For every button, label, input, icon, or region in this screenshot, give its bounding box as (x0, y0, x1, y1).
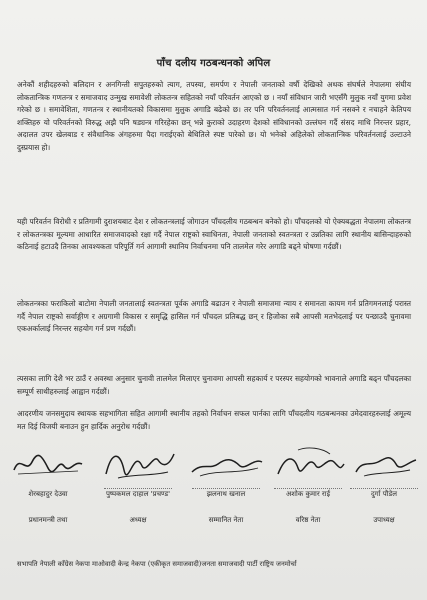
signature-block (0, 444, 427, 549)
signatory-5 (344, 444, 424, 524)
signatory-1 (8, 444, 88, 524)
signatory-name: झलनाथ खनाल (206, 490, 246, 498)
signature-line (350, 488, 418, 489)
signatory-role: सम्मानित नेता (208, 516, 244, 524)
handwritten-signature (268, 444, 348, 484)
paragraph-4: त्यसका लागि देशै भर ठाउँ र अवस्था अनुसार चुनावी तालमेल मिलाएर चुनावमा आपसी सहकार्य र परस्पर सहयोगको भावनाले अगाडि बढ्न पाँचदलका सम्पूर्ण साथीहरुलाई आह्वान गर्दछौं। (17, 374, 411, 396)
paragraph-1: अनेकौं शहीदहरुको बलिदान र अनगिन्ती सपुतहरुको त्याग, तपस्या, समर्पण र नेपाली जनताको वर्षौ देखिको अथक संघर्षले नेपालमा संघीय लोकतान्त्रिक गणतन्त्र र समाजवाद उन्मुख समावेशी लोकतन्त्र सहितको नयाँ परिवर्तन आएको छ । नयाँ संविधान जारी भएसँगै मुलुक नयाँ युगमा प्रवेश गरेको छ । समावेशिता, गणतन्त्र र स्थानीयतको विकासमा मुलुक अगाडि बढेको छ। तर पनि परिवर्तनलाई आत्मसात गर्न नसक्ने र नचाहने केतिपय शक्तिहरु यो परिवर्तनको विरुद्ध अझै पनि षड्यन्त्र गरिरहेका छन् भन्ने कुराको उदाहरण देशको संविधानको उल्लंघन गर्दै संसद माथि निरन्तर प्रहार, अदालत उपर खेलबाड र संवैधानिक अंगहरुमा पैदा गराईएको बेथितिले स्पष्ट पारेको छ। यो भनेको अहिलेको लोकतान्त्रिक परिवर्तनलाई उल्टाउने दुस्प्रयास हो। (17, 80, 411, 152)
paragraph-3: लोकतन्त्रका फराकिलो बाटोमा नेपाली जनतालाई स्वतन्त्रता पूर्वक अगाडि बढाउन र नेपाली समाजमा न्याय र समानता कायम गर्न प्रतिगमनलाई परास्त गर्दै नेपाल राष्ट्रको सर्वाङ्गीण र अग्रगामी विकास र समृद्धि हासिल गर्न पाँचदल प्रतिबद्ध छन् र हिजोका सबै आपसी मतभेदलाई पर पन्छाउदै चुनावमा एकअर्कालाई निरन्तर सहयोग गर्न प्रण गर्दछौं। (17, 299, 411, 333)
signatory-name: पुष्पकमल दाहाल 'प्रचण्ड' (105, 490, 171, 498)
handwritten-signature (98, 444, 178, 484)
signatory-2 (98, 444, 178, 524)
handwritten-signature (186, 444, 266, 484)
document-title: पाँच दलीय गठबन्धनको अपिल (156, 58, 271, 69)
signatory-role: उपाध्यक्ष (373, 516, 395, 524)
signatory-role: वरिष्ठ नेता (295, 516, 321, 524)
signature-line (192, 488, 260, 489)
signature-line (104, 488, 172, 489)
handwritten-signature (344, 444, 424, 484)
signatory-role: प्रधानमन्त्री तथा (28, 516, 68, 524)
signatory-4 (268, 444, 348, 524)
handwritten-signature (8, 444, 88, 484)
signatory-role: अध्यक्ष (129, 516, 147, 524)
signatory-name: दुर्गा पौडेल (371, 490, 397, 498)
signatory-3 (186, 444, 266, 524)
paragraph-5: आदरणीय जनसमुदाय स्थायक सहभागिता सहित आगामी स्थानीय तहको निर्वाचन सफल पार्नका लागि पाँचदलीय गठबन्धनका उमेदवारहरुलाई अमूल्य मत दिई विजयी बनाउन हुन हार्दिक अनुरोध गर्दछौं। (17, 409, 411, 431)
signatory-name: अशोक कुमार राई (285, 490, 331, 498)
signatory-name: शेरबहादुर देउवा (28, 490, 68, 498)
signature-line (274, 488, 342, 489)
party-affiliations-footer: सभापति नेपाली काँग्रेस नेकपा माओवादी केन्द्र नेकपा (एकीकृत समाजवादी)जनता समाजवादी पार्टी राष्ट्रिय जनमोर्चा (17, 560, 297, 568)
paragraph-2: यही परिवर्तन विरोधी र प्रतिगामी दुराशयबाट देश र लोकतन्त्रलाई जोगाउन पाँचदलीय गठबन्धन बनेको हो। पाँचदलको यो ऐक्यबद्धता नेपालमा लोकतन्त्र र लोकतन्त्रका मूल्यमा आधारित समाजवादको रक्षा गर्दै नेपाल राष्ट्रको स्वाधिनता, नेपाली जनताको स्वतन्त्रता र उन्नतिका लागि स्थानीय बासिन्दाहरुको कठिनाई हटाउदै तिनका आवश्यकता परिपूर्ति गर्न आगामी स्थानिय निर्वाचनमा पनि तालमेल गरेर अगाडि बढ्ने घोषणा गर्दछौं। (17, 217, 411, 251)
